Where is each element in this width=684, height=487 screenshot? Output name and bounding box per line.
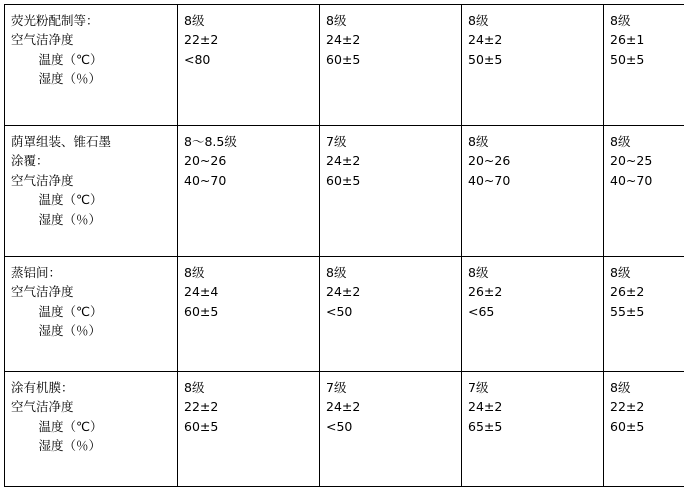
row-label-line: 温度（℃） bbox=[11, 302, 171, 321]
value-line: 60±5 bbox=[184, 417, 313, 436]
table-row bbox=[5, 372, 684, 487]
value-line: <65 bbox=[468, 302, 597, 321]
table-row bbox=[5, 5, 684, 126]
row-label-cell bbox=[5, 257, 178, 372]
row-label-line: 涂覆： bbox=[11, 151, 171, 170]
value-line: 40~70 bbox=[184, 171, 313, 190]
row-label-line: 荧光粉配制等： bbox=[11, 11, 171, 30]
row-value-cell bbox=[462, 126, 604, 257]
row-value-cell bbox=[320, 5, 462, 126]
value-line: 60±5 bbox=[326, 50, 455, 69]
specification-table bbox=[4, 4, 684, 487]
value-line: 8～8.5级 bbox=[184, 132, 313, 151]
value-line: 26±2 bbox=[610, 282, 684, 301]
row-label-line: 湿度（％） bbox=[11, 436, 171, 455]
value-line: 24±4 bbox=[184, 282, 313, 301]
table-row bbox=[5, 126, 684, 257]
value-line: 60±5 bbox=[610, 417, 684, 436]
value-line: 8级 bbox=[610, 378, 684, 397]
row-value-cell bbox=[320, 372, 462, 487]
value-line: <50 bbox=[326, 302, 455, 321]
row-value-cell bbox=[462, 5, 604, 126]
row-value-cell bbox=[604, 372, 684, 487]
value-line: 7级 bbox=[468, 378, 597, 397]
value-line: 24±2 bbox=[326, 397, 455, 416]
value-line: 60±5 bbox=[326, 171, 455, 190]
document-page bbox=[0, 4, 684, 456]
row-label-line: 空气洁净度 bbox=[11, 30, 171, 49]
value-line: <50 bbox=[326, 417, 455, 436]
row-value-cell bbox=[462, 372, 604, 487]
value-line: 24±2 bbox=[468, 30, 597, 49]
value-line: 20~26 bbox=[468, 151, 597, 170]
value-line: 22±2 bbox=[184, 397, 313, 416]
row-value-cell bbox=[604, 257, 684, 372]
row-label-line: 涂有机膜： bbox=[11, 378, 171, 397]
row-label-line: 温度（℃） bbox=[11, 50, 171, 69]
row-label-cell bbox=[5, 126, 178, 257]
value-line: 24±2 bbox=[326, 30, 455, 49]
value-line: 8级 bbox=[468, 11, 597, 30]
row-value-cell bbox=[320, 126, 462, 257]
row-value-cell bbox=[178, 257, 320, 372]
row-value-cell bbox=[178, 5, 320, 126]
row-label-line: 温度（℃） bbox=[11, 417, 171, 436]
row-label-line: 空气洁净度 bbox=[11, 397, 171, 416]
value-line: 22±2 bbox=[610, 397, 684, 416]
row-label-line: 湿度（％） bbox=[11, 321, 171, 340]
row-label-line: 温度（℃） bbox=[11, 190, 171, 209]
row-value-cell bbox=[462, 257, 604, 372]
row-label-line: 荫罩组装、锥石墨 bbox=[11, 132, 171, 151]
value-line: 40~70 bbox=[610, 171, 684, 190]
row-label-line: 湿度（％） bbox=[11, 210, 171, 229]
value-line: 26±2 bbox=[468, 282, 597, 301]
value-line: 8级 bbox=[610, 263, 684, 282]
value-line: 65±5 bbox=[468, 417, 597, 436]
row-label-line: 空气洁净度 bbox=[11, 282, 171, 301]
value-line: 22±2 bbox=[184, 30, 313, 49]
table-row bbox=[5, 257, 684, 372]
value-line: 8级 bbox=[610, 11, 684, 30]
value-line: 55±5 bbox=[610, 302, 684, 321]
row-value-cell bbox=[178, 372, 320, 487]
value-line: 20~26 bbox=[184, 151, 313, 170]
row-value-cell bbox=[604, 5, 684, 126]
value-line: 24±2 bbox=[468, 397, 597, 416]
row-label-line: 蒸铝间： bbox=[11, 263, 171, 282]
value-line: 8级 bbox=[468, 132, 597, 151]
value-line: 50±5 bbox=[468, 50, 597, 69]
value-line: <80 bbox=[184, 50, 313, 69]
value-line: 7级 bbox=[326, 132, 455, 151]
value-line: 8级 bbox=[326, 263, 455, 282]
value-line: 7级 bbox=[326, 378, 455, 397]
value-line: 8级 bbox=[184, 263, 313, 282]
value-line: 24±2 bbox=[326, 282, 455, 301]
row-label-line: 湿度（％） bbox=[11, 69, 171, 88]
table-body bbox=[5, 5, 684, 487]
row-value-cell bbox=[178, 126, 320, 257]
value-line: 8级 bbox=[184, 378, 313, 397]
value-line: 26±1 bbox=[610, 30, 684, 49]
value-line: 60±5 bbox=[184, 302, 313, 321]
row-label-line: 空气洁净度 bbox=[11, 171, 171, 190]
value-line: 8级 bbox=[184, 11, 313, 30]
row-value-cell bbox=[320, 257, 462, 372]
value-line: 8级 bbox=[468, 263, 597, 282]
value-line: 20~25 bbox=[610, 151, 684, 170]
value-line: 24±2 bbox=[326, 151, 455, 170]
value-line: 8级 bbox=[610, 132, 684, 151]
value-line: 40~70 bbox=[468, 171, 597, 190]
value-line: 50±5 bbox=[610, 50, 684, 69]
value-line: 8级 bbox=[326, 11, 455, 30]
row-value-cell bbox=[604, 126, 684, 257]
row-label-cell bbox=[5, 5, 178, 126]
row-label-cell bbox=[5, 372, 178, 487]
